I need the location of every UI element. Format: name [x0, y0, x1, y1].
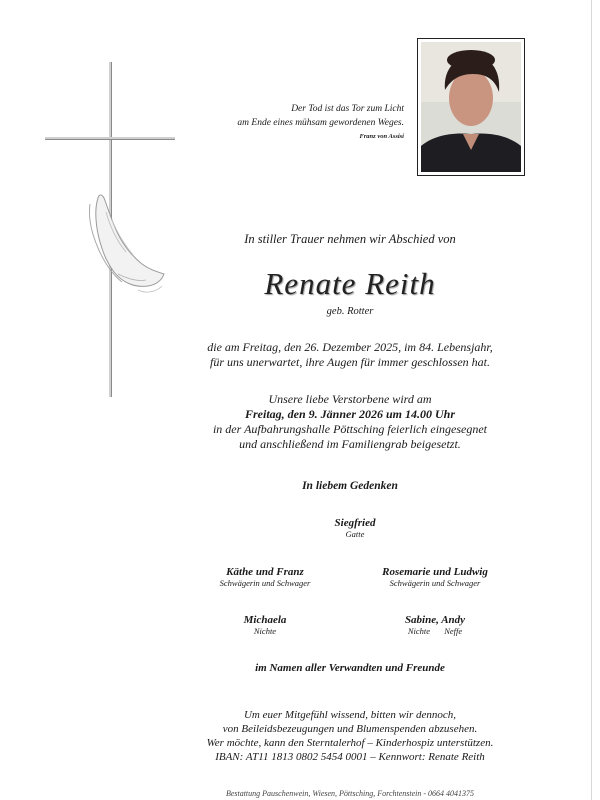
- mourner-role: Schwägerin und Schwager: [219, 578, 311, 588]
- funeral-line-4: und anschließend im Familiengrab beigesetzt.: [239, 437, 461, 451]
- mourner-name: Sabine, Andy: [404, 614, 466, 626]
- donation-line-3: Wer möchte, kann den Sterntalerhof – Kinderhospiz unterstützen.: [206, 737, 494, 749]
- death-notice-line-1: die am Freitag, den 26. Dezember 2025, im 84. Lebensjahr,: [207, 340, 493, 354]
- donation-line-2: von Beileidsbezeugungen und Blumenspenden abzusehen.: [222, 723, 478, 735]
- closing-line: im Namen aller Verwandten und Freunde: [255, 662, 445, 674]
- born-name: geb. Rotter: [326, 306, 374, 317]
- mourner-role: Nichte: [253, 626, 277, 636]
- donation-notice: [150, 708, 550, 764]
- memory-heading: In liebem Gedenken: [302, 480, 398, 492]
- portrait-photo: [421, 42, 521, 172]
- mourner-role-a: Nichte: [407, 626, 431, 636]
- mourner-role: Schwägerin und Schwager: [389, 578, 481, 588]
- intro-line: In stiller Trauer nehmen wir Abschied von: [244, 232, 456, 246]
- death-notice: [150, 340, 550, 370]
- funeral-line-3: in der Aufbahrungshalle Pöttsching feierlich eingesegnet: [212, 422, 488, 436]
- mourner-roles: [355, 626, 515, 636]
- quote-line-2: am Ende eines mühsam gewordenen Weges.: [237, 118, 404, 128]
- funeral-home-footer: Bestattung Pauschenwein, Wiesen, Pöttsching, Forchtenstein - 0664 4041375: [225, 789, 475, 798]
- mourner-name: Siegfried: [334, 517, 376, 529]
- donation-line-1: Um euer Mitgefühl wissend, bitten wir dennoch,: [243, 709, 457, 721]
- funeral-line-1: Unsere liebe Verstorbene wird am: [268, 392, 432, 406]
- portrait-frame: [417, 38, 525, 176]
- page-edge: [591, 0, 592, 800]
- mourner-role: Gatte: [345, 529, 365, 539]
- mourner-name: Käthe und Franz: [226, 566, 304, 578]
- mourner-relative-3: [190, 614, 340, 636]
- mourner-spouse: [280, 517, 430, 539]
- funeral-notice: [150, 392, 550, 452]
- donation-line-4: IBAN: AT11 1813 0802 5454 0001 – Kennwort: Renate Reith: [215, 751, 485, 763]
- mourner-name: Michaela: [243, 614, 287, 626]
- deceased-name: Renate Reith: [264, 266, 436, 301]
- quote-author: Franz von Assisi: [359, 133, 404, 140]
- mourner-relative-1: [190, 566, 340, 588]
- mourner-role-b: Neffe: [444, 626, 463, 636]
- quote-block: [190, 102, 404, 144]
- mourner-relative-4: [355, 614, 515, 636]
- death-notice-line-2: für uns unerwartet, ihre Augen für immer geschlossen hat.: [210, 355, 490, 369]
- mourner-relative-2: [355, 566, 515, 588]
- funeral-date: Freitag, den 9. Jänner 2026 um 14.00 Uhr: [244, 407, 456, 421]
- mourner-name: Rosemarie und Ludwig: [382, 566, 488, 578]
- quote-line-1: Der Tod ist das Tor zum Licht: [291, 104, 404, 114]
